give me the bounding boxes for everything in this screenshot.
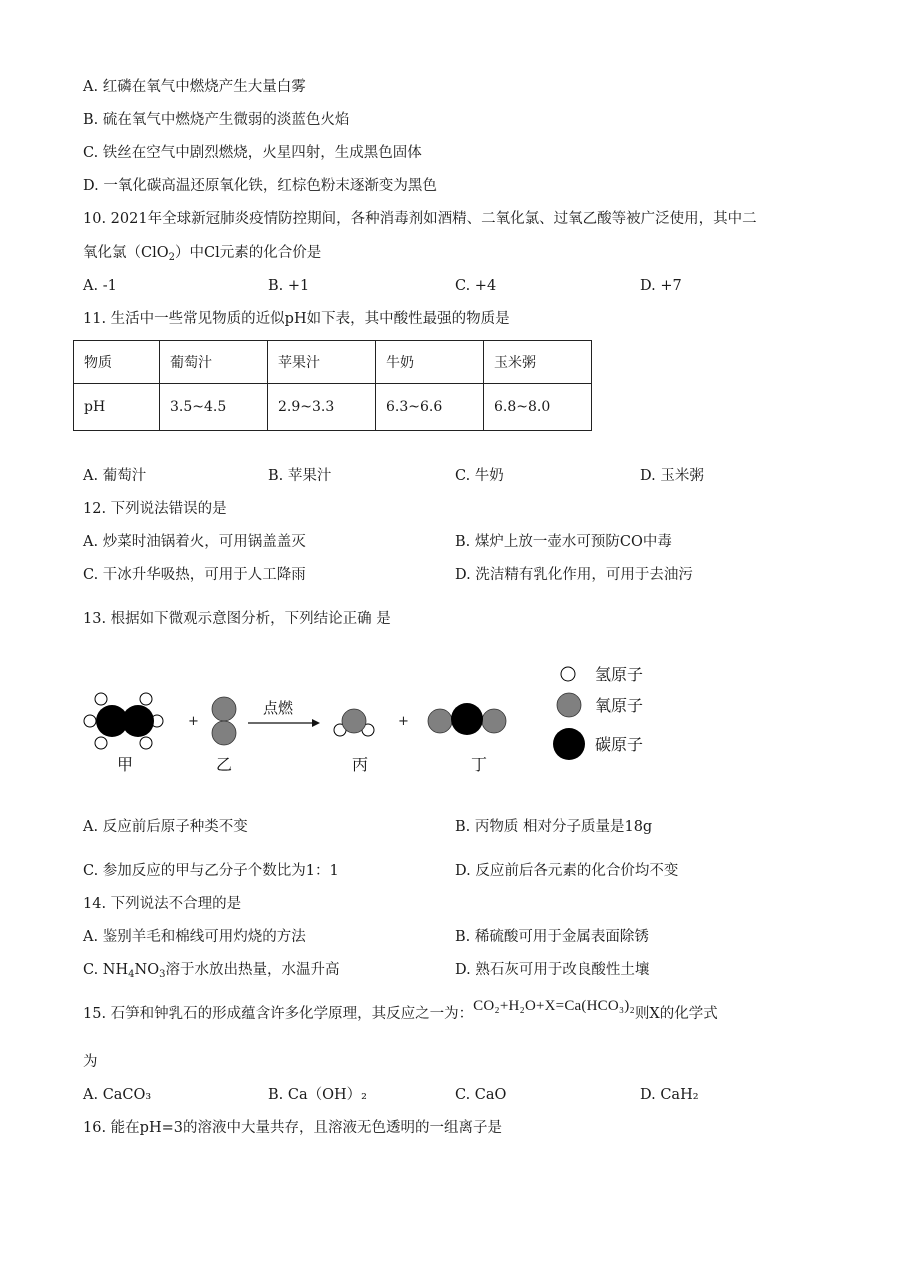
q13-option-c: C. 参加反应的甲与乙分子个数比为1：1: [83, 863, 339, 879]
table-cell: 物质: [74, 341, 160, 384]
q13-option-d: D. 反应前后各元素的化合价均不变: [455, 863, 679, 879]
q14-c-text-mid: NO: [134, 962, 160, 978]
table-cell: 牛奶: [376, 341, 484, 384]
q14-c-text: C. NH: [83, 962, 129, 978]
q12-option-c: C. 干冰升华吸热，可用于人工降雨: [83, 567, 306, 583]
q14-c-subscript: 4: [128, 969, 135, 980]
q10-option-d: D. +7: [640, 278, 682, 294]
q9-option-c: C. 铁丝在空气中剧烈燃烧，火星四射，生成黑色固体: [83, 145, 422, 161]
label-jia: 甲: [117, 755, 134, 774]
q15-stem-text-end: 则X的化学式: [634, 1006, 718, 1022]
q14-stem: 14. 下列说法不合理的是: [83, 896, 242, 912]
q15-option-a: A. CaCO₃: [83, 1087, 152, 1103]
hydrogen-atom-icon: [561, 667, 575, 681]
q12-option-a: A. 炒菜时油锅着火，可用锅盖盖灭: [83, 534, 306, 550]
q9-option-d: D. 一氧化碳高温还原氧化铁，红棕色粉末逐渐变为黑色: [83, 178, 437, 194]
q14-option-d: D. 熟石灰可用于改良酸性土壤: [455, 962, 650, 978]
q15-stem: [83, 998, 718, 1024]
legend-carbon: 碳原子: [595, 735, 644, 754]
q9-option-b: B. 硫在氧气中燃烧产生微弱的淡蓝色火焰: [83, 112, 350, 128]
table-cell: 3.5~4.5: [160, 384, 268, 431]
molecule-ding: [428, 703, 506, 735]
oxygen-atom-icon: [557, 693, 581, 717]
plus-sign: +: [188, 714, 199, 729]
q13-stem: 13. 根据如下微观示意图分析，下列结论正确 是: [83, 611, 391, 627]
q13-option-a: A. 反应前后原子种类不变: [83, 819, 248, 835]
carbon-atom-icon: [553, 728, 585, 760]
q15-option-c: C. CaO: [455, 1087, 507, 1103]
arrow-head-icon: [312, 719, 320, 727]
q10-option-a: A. -1: [83, 278, 117, 294]
table-cell: 玉米粥: [484, 341, 592, 384]
q10-option-c: C. +4: [455, 278, 497, 294]
table-cell: pH: [74, 384, 160, 431]
q12-option-d: D. 洗洁精有乳化作用，可用于去油污: [455, 567, 693, 583]
legend-oxygen: 氧原子: [595, 696, 644, 715]
table-cell: 苹果汁: [268, 341, 376, 384]
q15-equation: CO₂+H₂O+X=Ca(HCO₃)₂: [473, 998, 635, 1014]
legend-hydrogen: 氢原子: [595, 665, 644, 684]
molecule-yi: [212, 697, 236, 745]
q14-option-c: [83, 960, 339, 985]
label-yi: 乙: [216, 755, 233, 774]
q10-subscript: 2: [168, 252, 175, 263]
q11-option-d: D. 玉米粥: [640, 468, 704, 484]
q13-option-b: B. 丙物质 相对分子质量是18g: [455, 819, 653, 835]
q16-stem: 16. 能在pH=3的溶液中大量共存，且溶液无色透明的一组离子是: [83, 1120, 502, 1136]
molecule-reaction-diagram: [0, 655, 909, 805]
table-cell: 6.3~6.6: [376, 384, 484, 431]
ph-table: [73, 340, 592, 431]
q11-option-c: C. 牛奶: [455, 468, 504, 484]
q12-stem: 12. 下列说法错误的是: [83, 501, 227, 517]
molecule-bing: [334, 709, 374, 736]
q10-stem-line1: 10. 2021年全球新冠肺炎疫情防控期间，各种消毒剂如酒精、二氧化氯、过氧乙酸等被广泛使用，其中二: [83, 211, 757, 227]
q10-stem-text-end: ）中Cl元素的化合价是: [175, 245, 322, 261]
q14-c-subscript: 3: [159, 969, 166, 980]
q9-option-a: A. 红磷在氧气中燃烧产生大量白雾: [83, 79, 306, 95]
q14-option-a: A. 鉴别羊毛和棉线可用灼烧的方法: [83, 929, 306, 945]
q11-option-a: A. 葡萄汁: [83, 468, 147, 484]
label-bing: 丙: [352, 755, 369, 774]
q12-option-b: B. 煤炉上放一壶水可预防CO中毒: [455, 534, 672, 550]
q15-stem-line2: 为: [83, 1054, 98, 1070]
diagram-legend: [553, 665, 643, 760]
q14-option-b: B. 稀硫酸可用于金属表面除锈: [455, 929, 649, 945]
q15-option-d: D. CaH₂: [640, 1087, 699, 1103]
table-cell: 2.9~3.3: [268, 384, 376, 431]
molecule-jia: [84, 693, 163, 749]
plus-sign: +: [398, 714, 409, 729]
q14-c-text-end: 溶于水放出热量，水温升高: [165, 962, 340, 978]
table-row: [74, 341, 592, 384]
table-cell: 6.8~8.0: [484, 384, 592, 431]
q11-option-b: B. 苹果汁: [268, 468, 332, 484]
q10-stem-line2: [83, 243, 321, 268]
q15-option-b: B. Ca（OH）₂: [268, 1087, 367, 1103]
q11-stem: 11. 生活中一些常见物质的近似pH如下表，其中酸性最强的物质是: [83, 311, 510, 327]
q10-stem-text: 氧化氯（ClO: [83, 245, 169, 261]
reaction-condition: 点燃: [263, 699, 294, 717]
q10-option-b: B. +1: [268, 278, 310, 294]
table-cell: 葡萄汁: [160, 341, 268, 384]
label-ding: 丁: [471, 755, 488, 774]
q15-stem-text: 15. 石笋和钟乳石的形成蕴含许多化学原理，其反应之一为：: [83, 1006, 474, 1022]
table-row: [74, 384, 592, 431]
